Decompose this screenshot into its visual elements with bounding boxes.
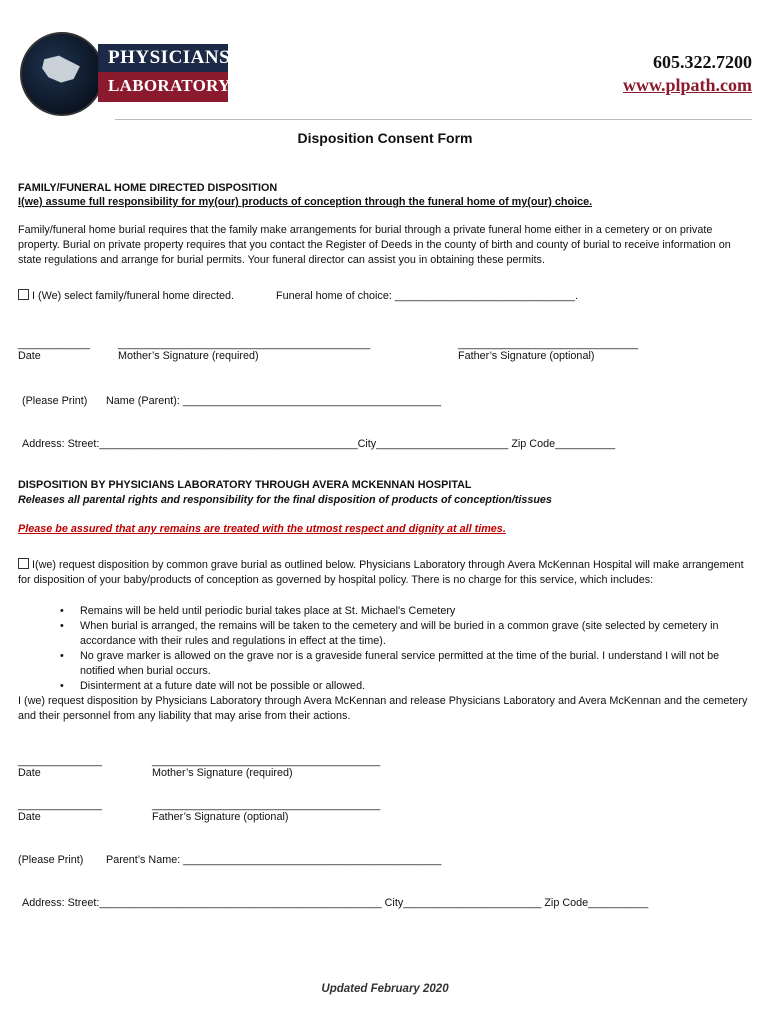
s2-date-label-2: Date bbox=[18, 811, 41, 823]
s1-mother-sig-line[interactable]: __________________________________________ bbox=[118, 338, 371, 350]
section1-heading: FAMILY/FUNERAL HOME DIRECTED DISPOSITION bbox=[18, 182, 278, 194]
assurance-statement: Please be assured that any remains are treated with the utmost respect and dignity at all times. bbox=[18, 523, 506, 535]
list-item: • No grave marker is allowed on the grave nor is a graveside funeral service permitted at the time of the burial. I understand I will not be notified when burial occurs. bbox=[62, 649, 752, 679]
section1-subheading: I(we) assume full responsibility for my(our) products of conception through the funeral home of my(our) choice. bbox=[18, 196, 593, 208]
s1-address-field[interactable]: Address: Street:___________________________________________City______________________ Zip Code__________ bbox=[22, 438, 616, 450]
logo-emblem bbox=[20, 32, 104, 116]
family-directed-label: I (We) select family/funeral home directed. bbox=[32, 290, 235, 302]
burial-conditions-list bbox=[18, 604, 752, 694]
s1-please-print: (Please Print) bbox=[22, 395, 88, 407]
s1-date-label: Date bbox=[18, 350, 41, 362]
family-directed-checkbox[interactable] bbox=[18, 289, 29, 300]
list-item: • Disinterment at a future date will not be possible or allowed. bbox=[62, 679, 752, 694]
request-paragraph bbox=[18, 558, 752, 588]
s2-address-field[interactable]: Address: Street:_______________________________________________ City_______________________ Zip Code__________ bbox=[22, 897, 649, 909]
request-paragraph-text: I(we) request disposition by common grave burial as outlined below. Physicians Laboratory through Avera McKennan Hospital will make arrangement for disposition of your baby/products of conception as governed by hospital policy. There is no charge for this service, which includes: bbox=[18, 559, 744, 586]
s1-date-line[interactable]: ____________ bbox=[18, 338, 91, 350]
s1-father-sig-label: Father’s Signature (optional) bbox=[458, 350, 595, 362]
release-paragraph: I (we) request disposition by Physicians Laboratory through Avera McKennan and release Physicians Laboratory and Avera McKennan and the cemetery and their personnel from any liability that may arise from their actions. bbox=[18, 695, 748, 722]
section2-subheading: Releases all parental rights and responsibility for the final disposition of products of conception/tissues bbox=[18, 494, 552, 506]
header-divider bbox=[115, 119, 752, 120]
family-directed-option[interactable] bbox=[18, 289, 234, 304]
funeral-home-field[interactable]: Funeral home of choice: ______________________________. bbox=[276, 290, 578, 302]
logo-text-line1: PHYSICIANS bbox=[108, 47, 231, 68]
website-link[interactable]: www.plpath.com bbox=[622, 75, 752, 95]
section2-heading: DISPOSITION BY PHYSICIANS LABORATORY THROUGH AVERA MCKENNAN HOSPITAL bbox=[18, 479, 472, 491]
footer-updated: Updated February 2020 bbox=[321, 983, 449, 995]
s2-mother-sig-label: Mother’s Signature (required) bbox=[152, 767, 293, 779]
s2-father-sig-line[interactable]: ______________________________________ bbox=[152, 799, 381, 811]
s2-please-print: (Please Print) bbox=[18, 854, 84, 866]
logo-text-line2: LABORATORY bbox=[108, 76, 231, 95]
list-item: • Remains will be held until periodic burial takes place at St. Michael's Cemetery bbox=[62, 604, 752, 619]
s2-date-label-1: Date bbox=[18, 767, 41, 779]
section1-paragraph: Family/funeral home burial requires that the family make arrangements for burial through a private funeral home either in a cemetery or on private property. Burial on private property requires that you contact the Register of Deeds in the county of birth and county of burial to receive information on state regulations and arrange for burial permits. Your funeral director can assist you in obtaining these permits. bbox=[18, 224, 731, 266]
s2-date-line-1[interactable]: ______________ bbox=[18, 755, 103, 767]
s2-father-sig-label: Father’s Signature (optional) bbox=[152, 811, 289, 823]
logo-map-shape bbox=[40, 52, 82, 88]
s2-date-line-2[interactable]: ______________ bbox=[18, 799, 103, 811]
s1-mother-sig-label: Mother’s Signature (required) bbox=[118, 350, 259, 362]
common-grave-checkbox[interactable] bbox=[18, 558, 29, 569]
s1-father-sig-line[interactable]: ______________________________ bbox=[458, 338, 639, 350]
phone-number: 605.322.7200 bbox=[653, 52, 752, 72]
form-title: Disposition Consent Form bbox=[297, 130, 473, 146]
s1-parent-name-field[interactable]: Name (Parent): ___________________________________________ bbox=[106, 395, 442, 407]
s2-mother-sig-line[interactable]: ______________________________________ bbox=[152, 755, 381, 767]
list-item: • When burial is arranged, the remains will be taken to the cemetery and will be buried in a common grave (site selected by cemetery in accordance with their rules and regulations in effect at the time). bbox=[62, 619, 752, 649]
s2-parent-name-field[interactable]: Parent’s Name: ___________________________________________ bbox=[106, 854, 442, 866]
